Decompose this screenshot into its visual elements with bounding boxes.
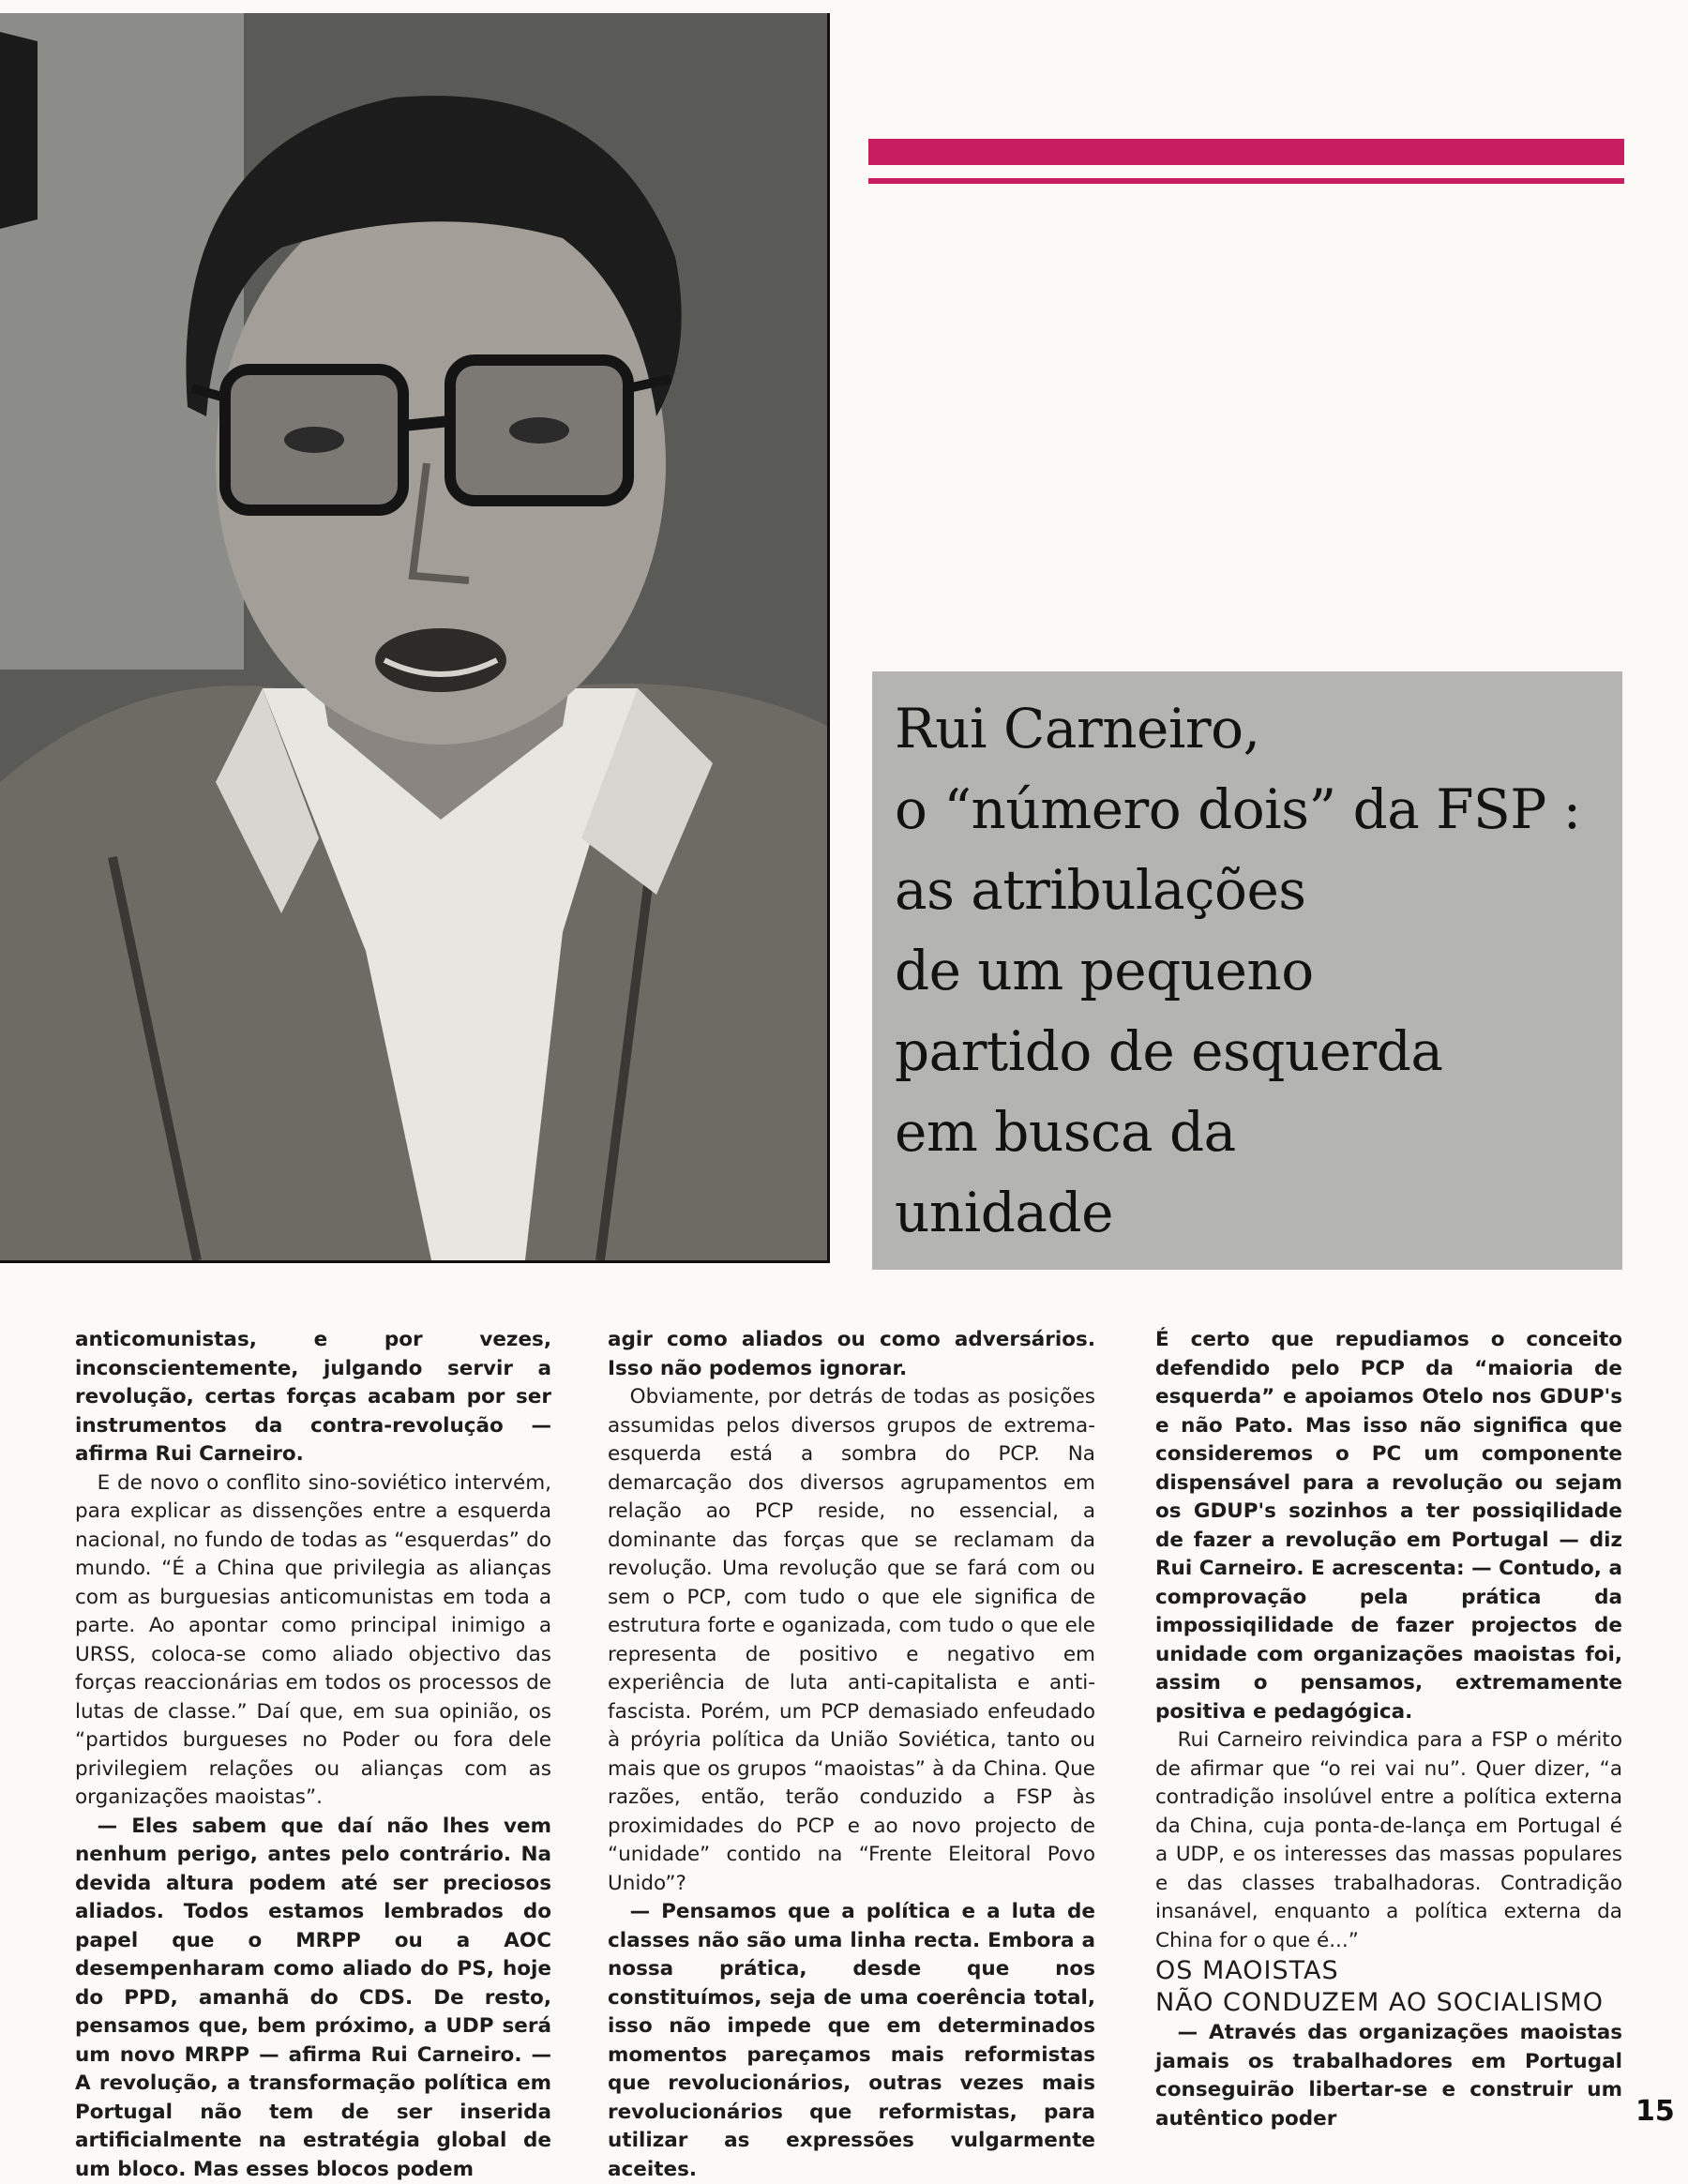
paragraph: E de novo o conflito sino-soviético intervém, para explicar as dissenções entre a esquerda nacional, no fundo de todas as “esquerdas” do mundo. “É a China que privilegia as alianças com as burguesias anticomunistas em toda a parte. Ao apontar como principal inimigo a URSS, coloca-se como aliado objectivo das forças reaccionárias em todos os processos de lutas de classe.” Daí que, em sua opinião, os “partidos burgueses no Poder ou fora dele privilegiem relações ou alianças com as organizações maoistas”. (75, 1469, 551, 1813)
headline-line: partido de esquerda (895, 1011, 1613, 1092)
paragraph-bold-text: É certo que repudiamos o conceito defendido pelo PCP da “maioria de esquerda” e apoiamos Otelo nos GDUP's e não Pato. Mas isso não significa que consideremos o PC um componente dispensável para a revolução ou sejam os GDUP's sozinhos a ter possiqilidade de fazer a revolução em Portugal — diz Rui Carneiro. E acrescenta: — Contudo, a comprovação pela prática da impossiqilidade de fazer projectos de unidade com organizações maoistas foi, assim o pensamos, extremamente positiva e pedagógica. (1155, 1328, 1622, 1724)
page-number: 15 (1635, 2095, 1675, 2128)
paragraph (75, 1326, 551, 1469)
paragraph: Obviamente, por detrás de todas as posições assumidas pelos diversos grupos de extrema-esquerda está a sombra do PCP. Na demarcação dos diversos agrupamentos em relação ao PCP reside, no essencial, a dominante das forças que se reclamam da revolução. Uma revolução que se fará com ou sem o PCP, com tudo o que ele significa de estrutura forte e oganizada, com tudo o que ele representa de positivo e negativo em experiência de luta anti-capitalista e anti-fascista. Porém, um PCP demasiado enfeudado à próyria política da União Soviética, tanto ou mais que os grupos “maoistas” à da China. Que razões, então, terão conduzido a FSP às proximidades do PCP e ao novo projecto de “unidade” contido na “Frente Eleitoral Povo Unido”? (608, 1383, 1095, 1898)
paragraph-bold-text: agir como aliados ou como adversários. Isso não podemos ignorar. (608, 1328, 1095, 1380)
paragraph-bold-text: — Através das organizações maoistas jamais os trabalhadores em Portugal conseguirão libertar-se e construir um autêntico poder (1155, 2021, 1622, 2131)
paragraph (75, 1813, 551, 2184)
paragraph (1155, 2019, 1622, 2133)
paragraph (608, 1898, 1095, 2184)
section-subhead (1155, 1955, 1622, 2019)
subhead-line-2: NÃO CONDUZEM AO SOCIALISMO (1155, 1988, 1604, 2017)
paragraph (608, 1326, 1095, 1383)
subhead-line-1: OS MAOISTAS (1155, 1956, 1339, 1985)
headline-line: o “número dois” da FSP : (895, 769, 1613, 850)
headline-box (872, 671, 1622, 1270)
paragraph: Rui Carneiro reivindica para a FSP o mérito de afirmar que “o rei vai nu”. Quer dizer, “a contradição insolúvel entre a política externa da China, cuja ponta-de-lança em Portugal é a UDP, e os interesses das massas populares e das classes trabalhadoras. Contradição insanável, enquanto a política externa da China for o que é...” (1155, 1726, 1622, 1955)
headline-line: as atribulações (895, 850, 1613, 930)
paragraph (1155, 1326, 1622, 1726)
portrait-illustration (0, 13, 827, 1260)
paragraph-bold-text: anticomunistas, e por vezes, inconscientemente, julgando servir a revolução, certas forças acabam por ser instrumentos da contra-revolução — afirma Rui Carneiro. (75, 1328, 551, 1466)
text-column-3 (1155, 1326, 1622, 2133)
headline-line: unidade (895, 1172, 1613, 1253)
paragraph-bold-text: — Pensamos que a política e a luta de classes não são uma linha recta. Embora a nossa prática, desde que nos constituímos, seja de uma coerência total, isso não impede que em determinados momentos pareçamos mais reformistas que revolucionários, outras vezes mais revolucionários que reformistas, para utilizar as expressões vulgarmente aceites. (608, 1900, 1095, 2181)
portrait-photo (0, 13, 830, 1263)
text-column-1 (75, 1326, 551, 2184)
headline-line: Rui Carneiro, (895, 688, 1613, 769)
headline-line: de um pequeno (895, 930, 1613, 1011)
accent-rule-thin (868, 178, 1624, 184)
accent-rule-thick (868, 139, 1624, 165)
text-column-2 (608, 1326, 1095, 2184)
paragraph-bold-text: — Eles sabem que daí não lhes vem nenhum perigo, antes pelo contrário. Na devida altura podem até ser preciosos aliados. Todos estamos lembrados do papel que o MRPP ou a AOC desempenharam como aliado do PS, hoje do PPD, amanhã do CDS. De resto, pensamos que, bem próximo, a UDP será um novo MRPP — afirma Rui Carneiro. — A revolução, a transformação política em Portugal não tem de ser inserida artificialmente na estratégia global de um bloco. Mas esses blocos podem (75, 1815, 551, 2181)
headline-line: em busca da (895, 1092, 1613, 1172)
